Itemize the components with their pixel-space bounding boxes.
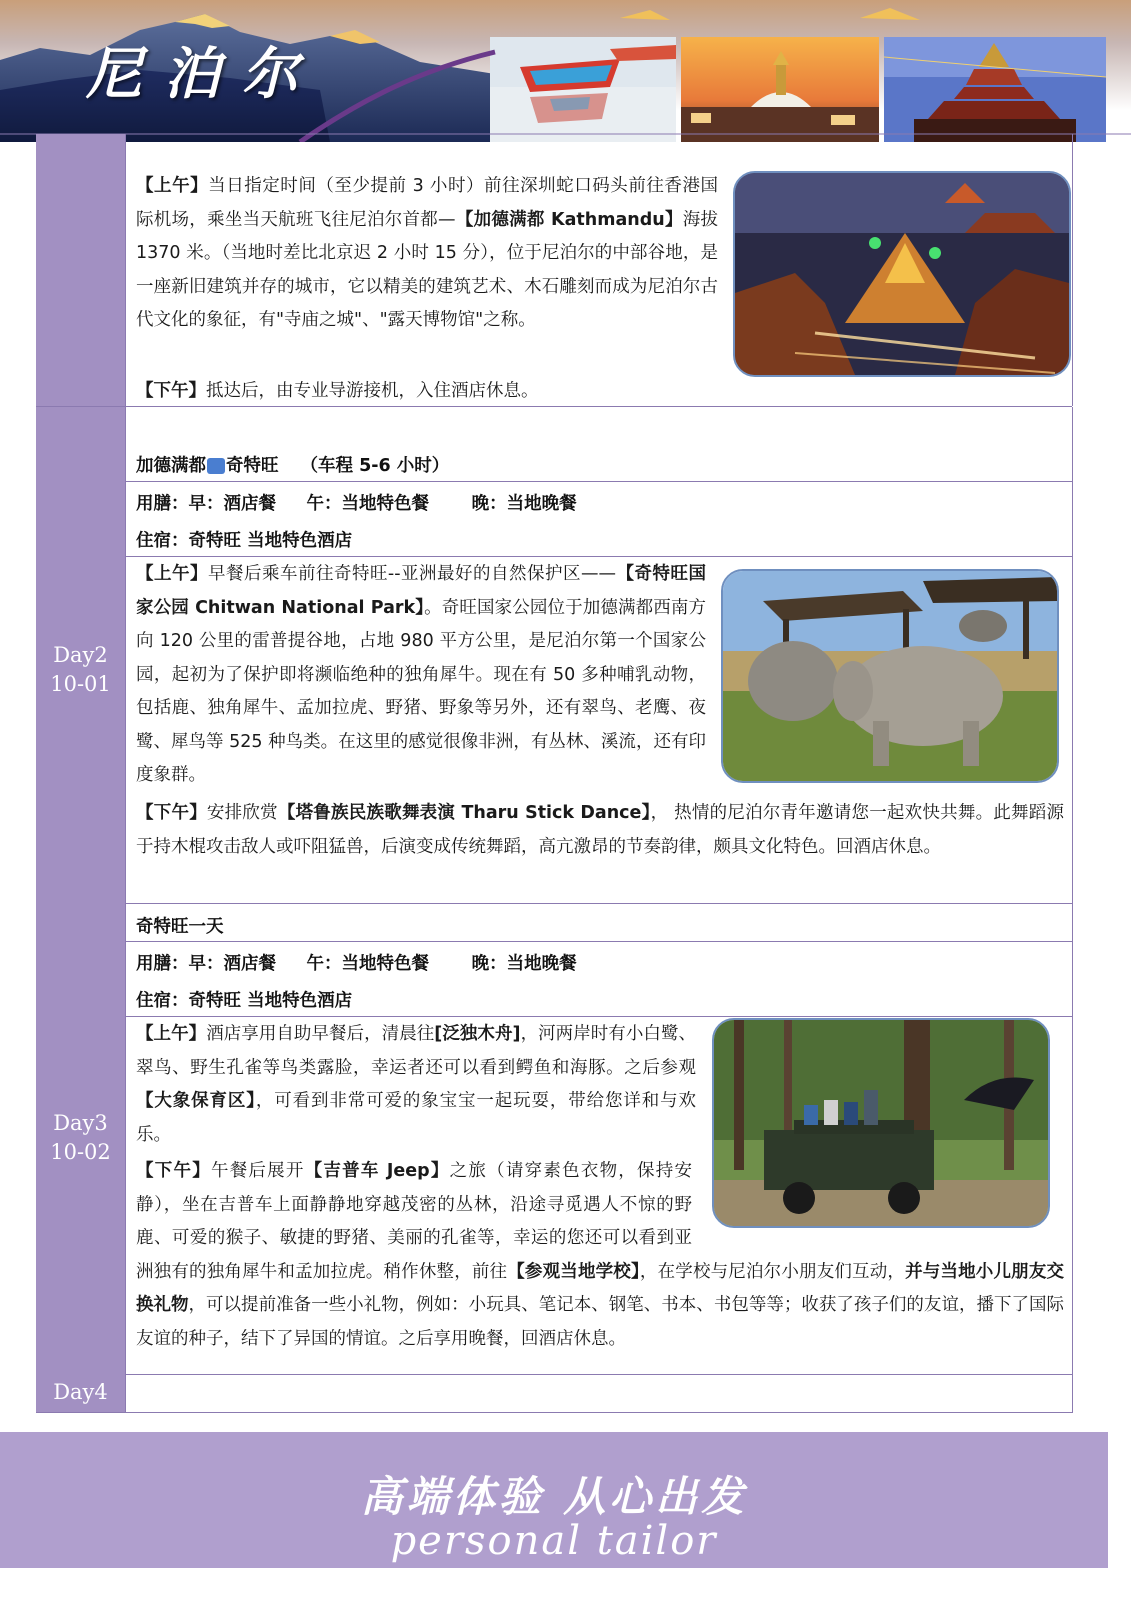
day3-morning-paragraph	[136, 1018, 696, 1152]
route-to: 奇特旺	[226, 456, 279, 476]
morning-tag: 【上午】	[136, 176, 209, 196]
elephants-photo	[721, 569, 1059, 783]
day3-afternoon-text: 午餐后展开	[210, 1161, 305, 1181]
day3-afternoon-text4: ，可以提前准备一些小礼物，例如：小玩具、笔记本、钢笔、书本、书包等等；收获了孩子们的友谊，播下了国际友谊的种子，结下了异国的情谊。之后享用晚餐，回酒店休息。	[136, 1295, 1064, 1349]
day2-label	[36, 641, 125, 699]
day2-date: 10-01	[50, 672, 111, 696]
day3-route: 奇特旺一天	[136, 917, 224, 937]
tharu-dance-highlight: 【塔鲁族民族歌舞表演 Tharu Stick Dance】	[277, 803, 651, 823]
day2-hotel: 住宿：奇特旺 当地特色酒店	[136, 531, 353, 551]
header-banner	[0, 0, 1131, 142]
day1-afternoon-text: 抵达后，由专业导游接机，入住酒店休息。	[206, 381, 539, 401]
day4-number: Day4	[53, 1380, 108, 1404]
day2-morning-paragraph	[136, 558, 706, 793]
day3-morning-text: 酒店享用自助早餐后，清晨往	[206, 1024, 435, 1044]
canoe-highlight: [泛独木舟]	[434, 1024, 521, 1044]
row-divider	[125, 406, 1072, 407]
day1-label-cell	[36, 134, 125, 407]
day2-number: Day2	[53, 643, 108, 667]
chitwan-park-highlight: 【奇特旺国家公园 Chitwan National Park】	[136, 564, 706, 618]
school-visit-highlight: 【参观当地学校】	[507, 1261, 640, 1282]
itinerary-table	[36, 134, 1072, 1412]
day3-hotel: 住宿：奇特旺 当地特色酒店	[136, 991, 353, 1011]
day2-route	[136, 448, 449, 484]
gift-exchange-highlight: 并与当地小儿朋友交换礼物	[136, 1261, 1065, 1315]
kathmandu-night-photo	[733, 171, 1071, 377]
elephant-breeding-highlight: 【大象保育区】	[136, 1091, 256, 1111]
day2-morning-text: 早餐后乘车前往奇特旺--亚洲最好的自然保护区——	[207, 564, 617, 584]
row-divider	[125, 941, 1072, 942]
day3-afternoon-text2: 之旅（请穿素色衣物，保持安静），坐在吉普车上面静静地穿越茂密的丛林，沿途寻觅遇人不惊的野鹿、可爱的猴子、敏捷的野猪、美丽的孔雀等，幸运的您还可以看到亚洲独有的独角犀牛和孟加拉虎。稍作休整，前往	[136, 1161, 693, 1282]
day1-morning-paragraph	[136, 170, 718, 338]
afternoon-tag: 【下午】	[136, 1161, 211, 1181]
bus-icon	[207, 458, 225, 474]
day2-afternoon-paragraph	[136, 797, 1064, 864]
route-time: （车程 5-6 小时）	[300, 456, 450, 476]
footer-subtitle: personal tailor	[390, 1518, 718, 1564]
day3-afternoon-text3: ，在学校与尼泊尔小朋友们互动，	[639, 1261, 906, 1282]
day3-date: 10-02	[50, 1140, 111, 1164]
day4-content-cell	[125, 1374, 1073, 1413]
banner-title: 尼泊尔	[86, 41, 320, 107]
day2-afternoon-text: 安排欣赏	[206, 803, 278, 823]
jeep-safari-photo	[712, 1018, 1050, 1228]
day3-morning-text3: ，可看到非常可爱的象宝宝一起玩耍，带给您详和与欢乐。	[136, 1091, 696, 1145]
day1-morning-text2: 海拔 1370 米。（当地时差比北京迟 2 小时 15 分），位于尼泊尔的中部谷地，是一座新旧建筑并存的城市，它以精美的建筑艺术、木石雕刻而成为尼泊尔古代文化的象征，有"寺庙之城"、"露天博物馆"之称。	[136, 209, 719, 330]
day3-label	[36, 1109, 125, 1167]
route-from: 加德满都	[136, 456, 206, 476]
row-divider	[125, 903, 1072, 904]
afternoon-tag: 【下午】	[136, 381, 206, 401]
morning-tag: 【上午】	[136, 1024, 207, 1044]
day1-morning-text: 当日指定时间（至少提前 3 小时）前往深圳蛇口码头前往香港国际机场，乘坐当天航班飞往尼泊尔首都—	[136, 176, 718, 230]
day1-afternoon-paragraph	[136, 375, 718, 409]
morning-tag: 【上午】	[136, 564, 208, 584]
row-divider	[125, 1374, 1072, 1375]
day3-meals: 用膳：早：酒店餐 午：当地特色餐 晚：当地晚餐	[136, 954, 577, 974]
jeep-highlight: 【吉普车 Jeep】	[304, 1161, 450, 1181]
kathmandu-highlight: 【加德满都 Kathmandu】	[455, 209, 683, 230]
afternoon-tag: 【下午】	[136, 803, 207, 823]
day4-label	[36, 1378, 125, 1407]
footer-banner	[0, 1432, 1108, 1568]
day2-meals: 用膳：早：酒店餐 午：当地特色餐 晚：当地晚餐	[136, 494, 577, 514]
footer-slogan: 高端体验 从心出发	[360, 1472, 748, 1521]
day2-morning-text2: 。奇旺国家公园位于加德满都西南方向 120 公里的雷普提谷地，占地 980 平方公里，是尼泊尔第一个国家公园，起初为了保护即将濒临绝种的独角犀牛。现在有 50 多种哺乳动物，包括鹿、独角犀牛、孟加拉虎、野猪、野象等另外，还有翠鸟、老鹰、夜鹭、犀鸟等 525 种鸟类。在这里的感觉很像非洲，有丛林、溪流，还有印度象群。	[136, 597, 706, 785]
day3-number: Day3	[53, 1111, 108, 1135]
day3-morning-text2: ，河两岸时有小白鹭、翠鸟、野生孔雀等鸟类露脸，幸运者还可以看到鳄鱼和海豚。之后参观	[136, 1024, 696, 1078]
day2-afternoon-text2: ， 热情的尼泊尔青年邀请您一起欢快共舞。此舞蹈源于持木棍攻击敌人或吓阻猛兽，后演变成传统舞蹈，高亢激昂的节奏韵律，颇具文化特色。回酒店休息。	[136, 803, 1064, 857]
